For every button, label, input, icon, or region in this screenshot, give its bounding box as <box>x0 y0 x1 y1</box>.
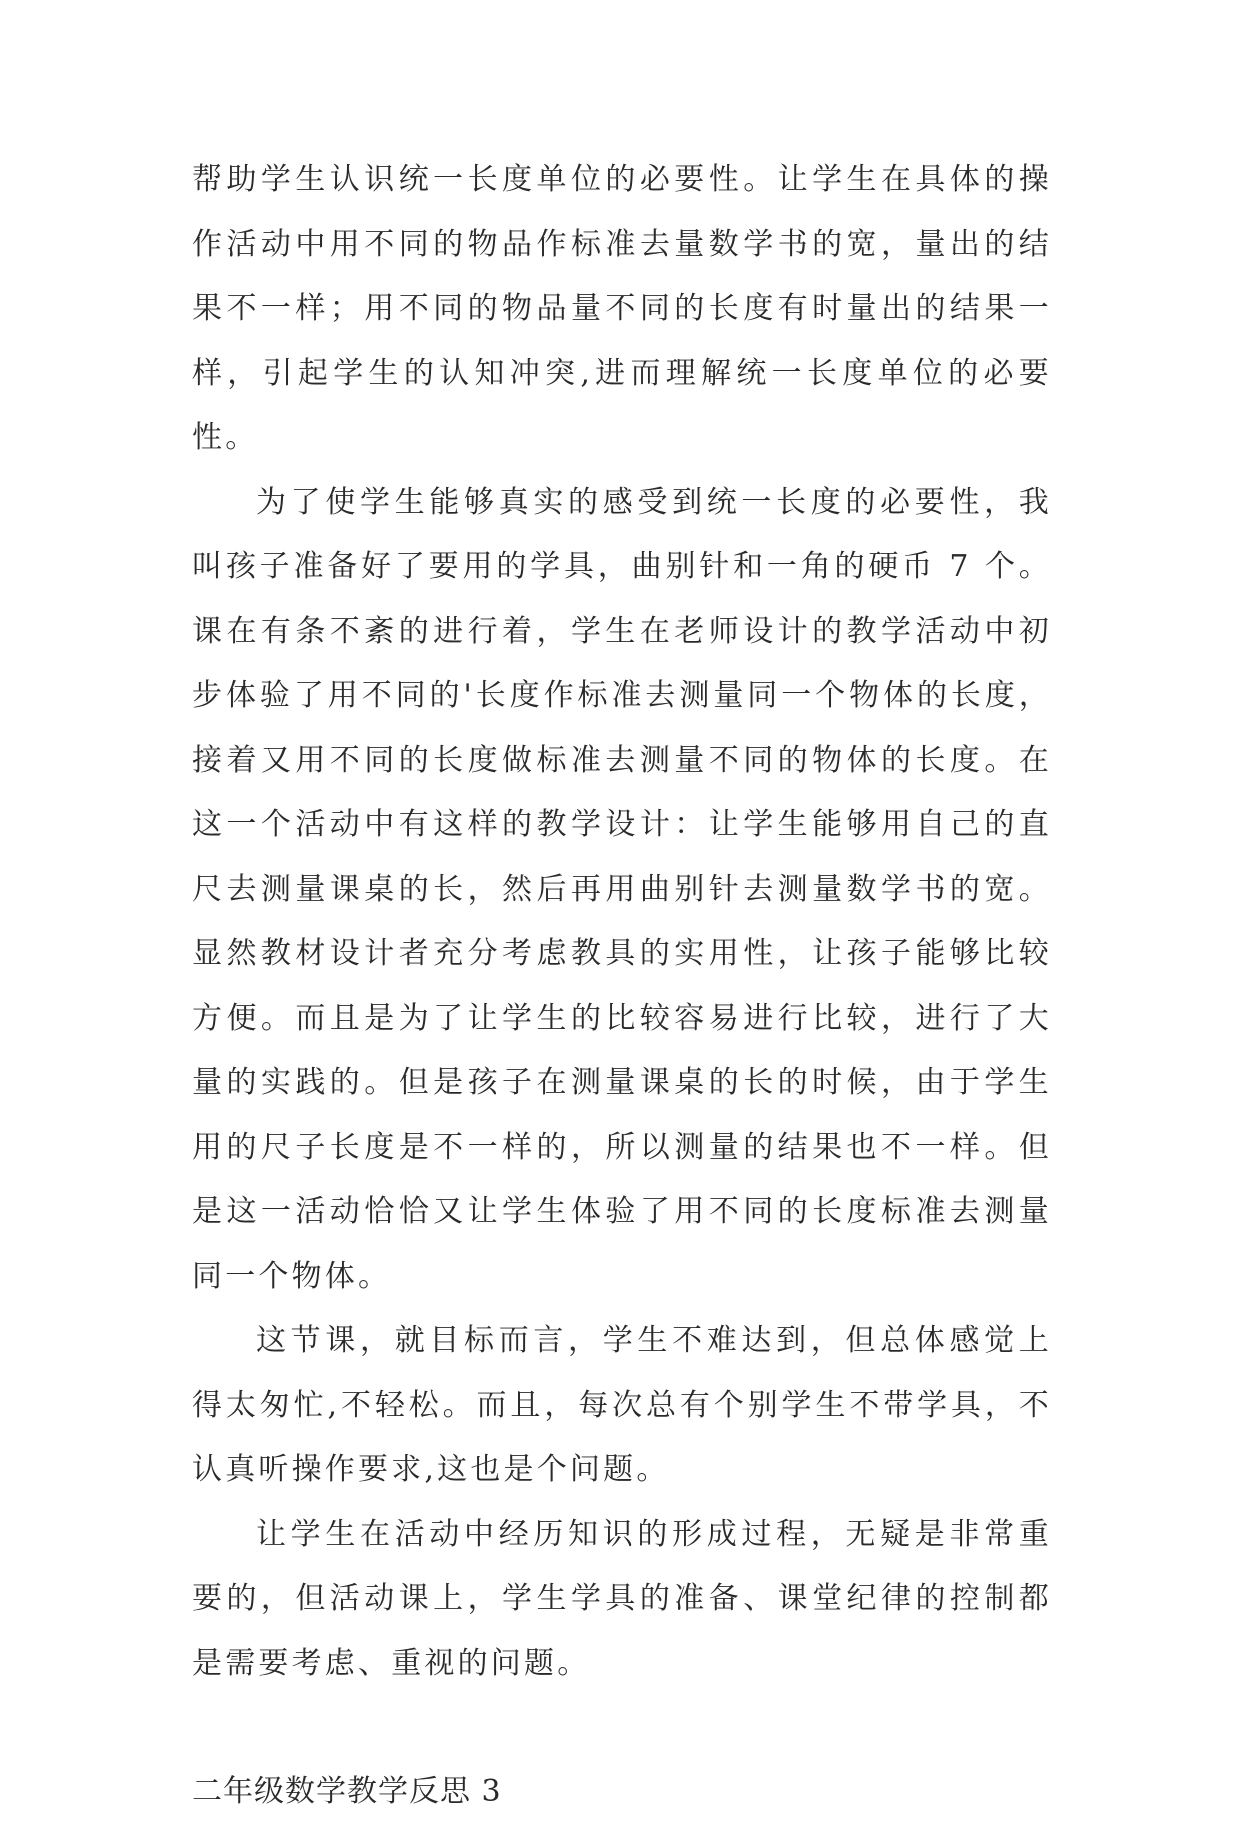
paragraph-2: 为了使学生能够真实的感受到统一长度的必要性，我叫孩子准备好了要用的学具，曲别针和一角的硬币 7 个。课在有条不紊的进行着，学生在老师设计的教学活动中初步体验了用不同的'长度作标准去测量同一个物体的长度，接着又用不同的长度做标准去测量不同的物体的长度。在这一个活动中有这样的教学设计：让学生能够用自己的直尺去测量课桌的长，然后再用曲别针去测量数学书的宽。显然教材设计者充分考虑教具的实用性，让孩子能够比较方便。而且是为了让学生的比较容易进行比较，进行了大量的实践的。但是孩子在测量课桌的长的时候，由于学生用的尺子长度是不一样的，所以测量的结果也不一样。但是这一活动恰恰又让学生体验了用不同的长度标准去测量同一个物体。 <box>192 484 1052 1294</box>
document-body <box>192 148 1052 1825</box>
paragraph-4: 让学生在活动中经历知识的形成过程，无疑是非常重要的，但活动课上，学生学具的准备、课堂纪律的控制都是需要考虑、重视的问题。 <box>192 1516 1052 1681</box>
section-heading: 二年级数学教学反思 3 <box>192 1774 502 1809</box>
paragraph-1: 帮助学生认识统一长度单位的必要性。让学生在具体的操作活动中用不同的物品作标准去量数学书的宽，量出的结果不一样；用不同的物品量不同的长度有时量出的结果一样，引起学生的认知冲突,进而理解统一长度单位的必要性。 <box>192 162 1052 455</box>
paragraph-3: 这节课，就目标而言，学生不难达到，但总体感觉上得太匆忙,不轻松。而且，每次总有个别学生不带学具，不认真听操作要求,这也是个问题。 <box>192 1323 1052 1487</box>
